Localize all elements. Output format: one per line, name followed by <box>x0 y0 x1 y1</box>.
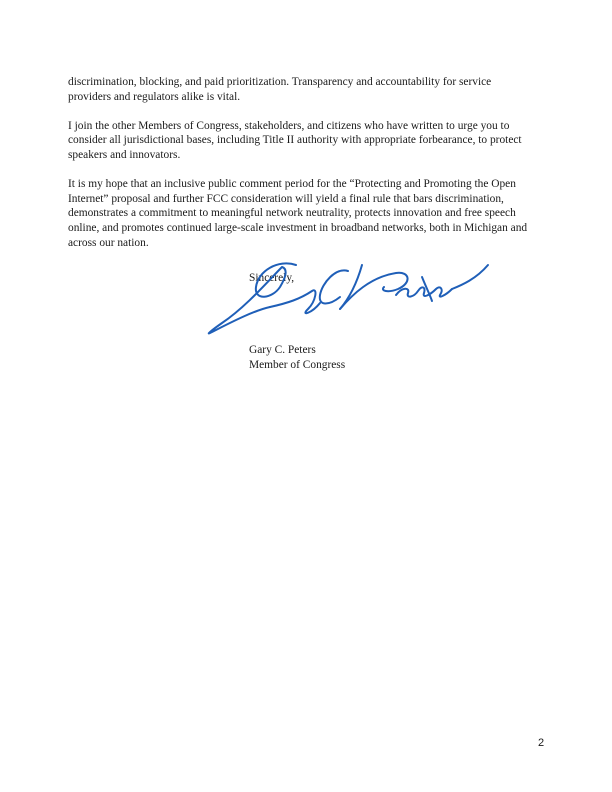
paragraph-2: I join the other Members of Congress, stakeholders, and citizens who have written to urge you to consider all jurisdictional bases, including Title II authority with appropriate forbearance, to protect speakers and innovators. <box>68 119 522 161</box>
letter-body <box>68 75 530 265</box>
signer-block <box>249 343 345 372</box>
signer-name: Gary C. Peters <box>249 344 316 356</box>
closing: Sincerely, <box>249 272 295 284</box>
signer-title: Member of Congress <box>249 358 346 371</box>
paragraph-1: discrimination, blocking, and paid prioritization. Transparency and accountability for service providers and regulators alike is vital. <box>68 76 492 103</box>
handwritten-signature <box>200 255 490 340</box>
paragraph-3: It is my hope that an inclusive public comment period for the “Protecting and Promoting the Open Internet” proposal and further FCC consideration will yield a final rule that bars discrimination, demonstrates a commitment to meaningful network neutrality, protects innovation and free speech online, and promotes continued large-scale investment in broadband networks, both in Michigan and across our nation. <box>68 178 528 249</box>
page-number: 2 <box>538 737 545 749</box>
